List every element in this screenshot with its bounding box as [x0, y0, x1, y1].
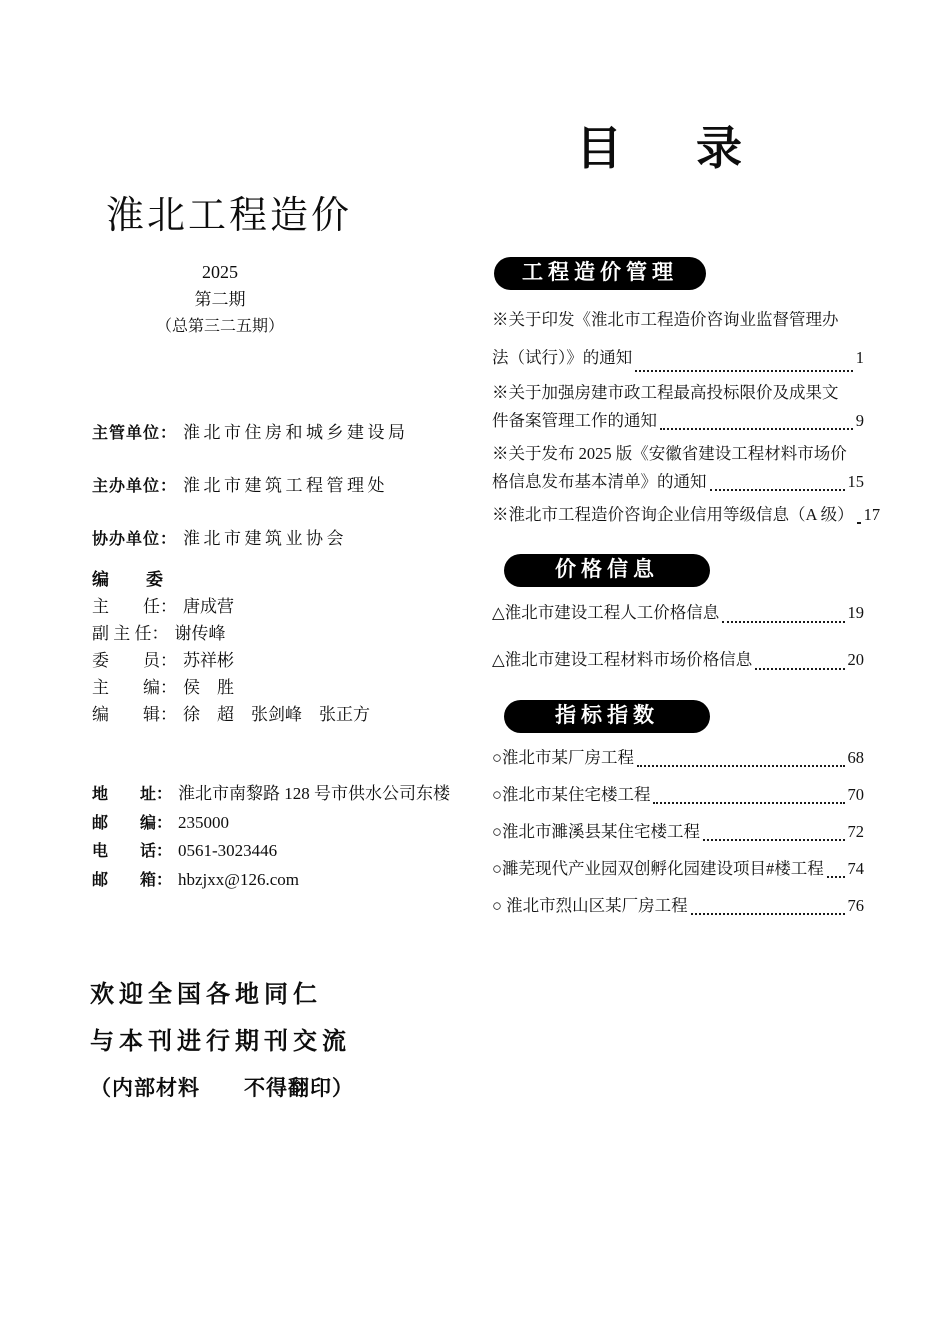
info-row: [92, 524, 409, 549]
dot-leader: [857, 522, 861, 524]
dot-leader: [637, 765, 845, 767]
page-number: 15: [847, 472, 864, 491]
toc-entry: [492, 781, 864, 809]
toc-entry-text: 格信息发布基本清单》的通知: [492, 472, 707, 491]
info-label: 主办单位：: [92, 478, 178, 495]
committee-rows: [92, 593, 370, 728]
info-row: [92, 647, 370, 674]
info-label: 委 员：: [92, 651, 177, 670]
toc-entry-last-line: [492, 818, 864, 846]
toc-entry: [492, 598, 864, 628]
organizations-block: [92, 418, 409, 577]
issue-total-number: （总第三二五期）: [155, 318, 284, 335]
toc-entry-last-line: [492, 645, 864, 675]
info-value: 淮北市南黎路 128 号市供水公司东楼: [178, 784, 451, 803]
toc-entry-text: ○ 淮北市烈山区某厂房工程: [492, 896, 688, 915]
welcome-line-2: 与本刊进行期刊交流: [90, 1029, 351, 1055]
issue-year: 2025: [202, 262, 238, 282]
toc-entry-last-line: [492, 781, 864, 809]
dot-leader: [660, 428, 853, 430]
welcome-line-1: 欢迎全国各地同仁: [90, 982, 322, 1008]
editorial-committee-block: [92, 566, 370, 728]
info-row: [92, 418, 409, 443]
toc-entry-text: 件备案管理工作的通知: [492, 411, 657, 430]
info-row: [92, 866, 450, 895]
welcome-line-3: （内部材料 不得翻印）: [90, 1076, 354, 1100]
info-label: 主管单位：: [92, 425, 178, 442]
toc-entry-text: 法（试行）》的通知: [492, 348, 633, 367]
toc-entry: [492, 892, 864, 920]
info-row: [92, 620, 370, 647]
dot-leader: [722, 621, 844, 623]
page-number: 68: [847, 748, 864, 767]
page-number: 70: [847, 785, 864, 804]
info-row: [92, 780, 450, 809]
toc-entry-line: ※关于加强房建市政工程最高投标限价及成果文: [492, 383, 839, 402]
info-label: 主 编：: [92, 678, 177, 697]
toc-entry-text: ○淮北市濉溪县某住宅楼工程: [492, 822, 700, 841]
info-value: 唐成营: [183, 597, 234, 616]
info-label: 协办单位：: [92, 531, 178, 548]
page-number: 74: [847, 859, 864, 878]
toc-entry: [492, 440, 864, 496]
toc-section: [492, 257, 881, 529]
info-label: 地 址：: [92, 786, 173, 803]
toc-entry: [492, 379, 864, 435]
toc-entry-last-line: [492, 744, 864, 772]
info-row: [92, 471, 409, 496]
info-value: 淮北市建筑业协会: [183, 529, 348, 548]
info-value: hbzjxx@126.com: [178, 869, 299, 889]
info-label: 电 话：: [92, 843, 173, 860]
info-label: 副 主 任：: [92, 624, 169, 643]
info-value: 苏祥彬: [183, 651, 234, 670]
committee-heading: 编 委: [92, 570, 164, 589]
dot-leader: [710, 489, 845, 491]
page-number: 20: [847, 650, 864, 669]
toc-entry-line: ※关于发布 2025 版《安徽省建设工程材料市场价: [492, 444, 847, 463]
toc-entry-text: △淮北市建设工程材料市场价格信息: [492, 650, 753, 669]
toc-entry-last-line: [492, 501, 881, 529]
welcome-message: [90, 980, 354, 1102]
issue-number: 第二期: [194, 290, 246, 309]
info-row: [92, 701, 370, 728]
info-value: 0561-3023446: [178, 841, 278, 860]
dot-leader: [755, 668, 844, 670]
page-number: 76: [847, 896, 864, 915]
toc-section: [492, 554, 864, 675]
toc-entry: [492, 645, 864, 675]
dot-leader: [635, 370, 853, 372]
section-header-pill: 工程造价管理: [494, 257, 706, 290]
toc-entry-last-line: [492, 339, 864, 377]
toc-entry-last-line: [492, 468, 864, 496]
toc-entry-text: ○濉芜现代产业园双创孵化园建设项目#楼工程: [492, 859, 824, 878]
toc-entry-text: ○淮北市某住宅楼工程: [492, 785, 651, 804]
toc-entry: [492, 301, 864, 377]
page-number: 72: [847, 822, 864, 841]
toc-entry: [492, 501, 881, 529]
info-row: [92, 593, 370, 620]
toc-sections: [492, 254, 881, 929]
journal-title: 淮北工程造价: [106, 195, 353, 237]
toc-entry-last-line: [492, 855, 864, 883]
info-value: 徐 超 张剑峰 张正方: [183, 705, 370, 724]
toc-entry: [492, 744, 864, 772]
info-row: [92, 837, 450, 866]
section-header-pill: 指标指数: [504, 700, 710, 733]
toc-entry-text: ※淮北市工程造价咨询企业信用等级信息（A 级）: [492, 505, 854, 524]
dot-leader: [827, 876, 845, 878]
toc-entry-text: ○淮北市某厂房工程: [492, 748, 634, 767]
issue-block: [100, 259, 340, 340]
info-label: 主 任：: [92, 597, 177, 616]
dot-leader: [691, 913, 845, 915]
toc-entry: [492, 855, 864, 883]
toc-title: 目 录: [576, 122, 756, 174]
info-label: 编 辑：: [92, 705, 177, 724]
info-row: [92, 674, 370, 701]
toc-entry-last-line: [492, 598, 864, 628]
page-number: 9: [855, 411, 864, 430]
toc-entry-last-line: [492, 892, 864, 920]
info-label: 邮 箱：: [92, 871, 173, 889]
page-number: 17: [863, 505, 881, 524]
toc-entry-last-line: [492, 407, 864, 435]
toc-section: [492, 700, 864, 920]
info-value: 淮北市建筑工程管理处: [183, 476, 389, 495]
info-row: [92, 809, 450, 838]
section-header-pill: 价格信息: [504, 554, 710, 587]
toc-entry-text: △淮北市建设工程人工价格信息: [492, 603, 720, 622]
info-label: 邮 编：: [92, 814, 173, 832]
contact-block: [92, 780, 450, 894]
dot-leader: [653, 802, 844, 804]
toc-entry-line: ※关于印发《淮北市工程造价咨询业监督管理办: [492, 310, 839, 329]
info-value: 谢传峰: [174, 624, 226, 643]
info-value: 淮北市住房和城乡建设局: [183, 423, 409, 442]
dot-leader: [703, 839, 845, 841]
info-value: 侯 胜: [183, 678, 234, 697]
page-number: 1: [855, 348, 864, 367]
info-value: 235000: [178, 812, 230, 832]
page-number: 19: [847, 603, 864, 622]
toc-entry: [492, 818, 864, 846]
